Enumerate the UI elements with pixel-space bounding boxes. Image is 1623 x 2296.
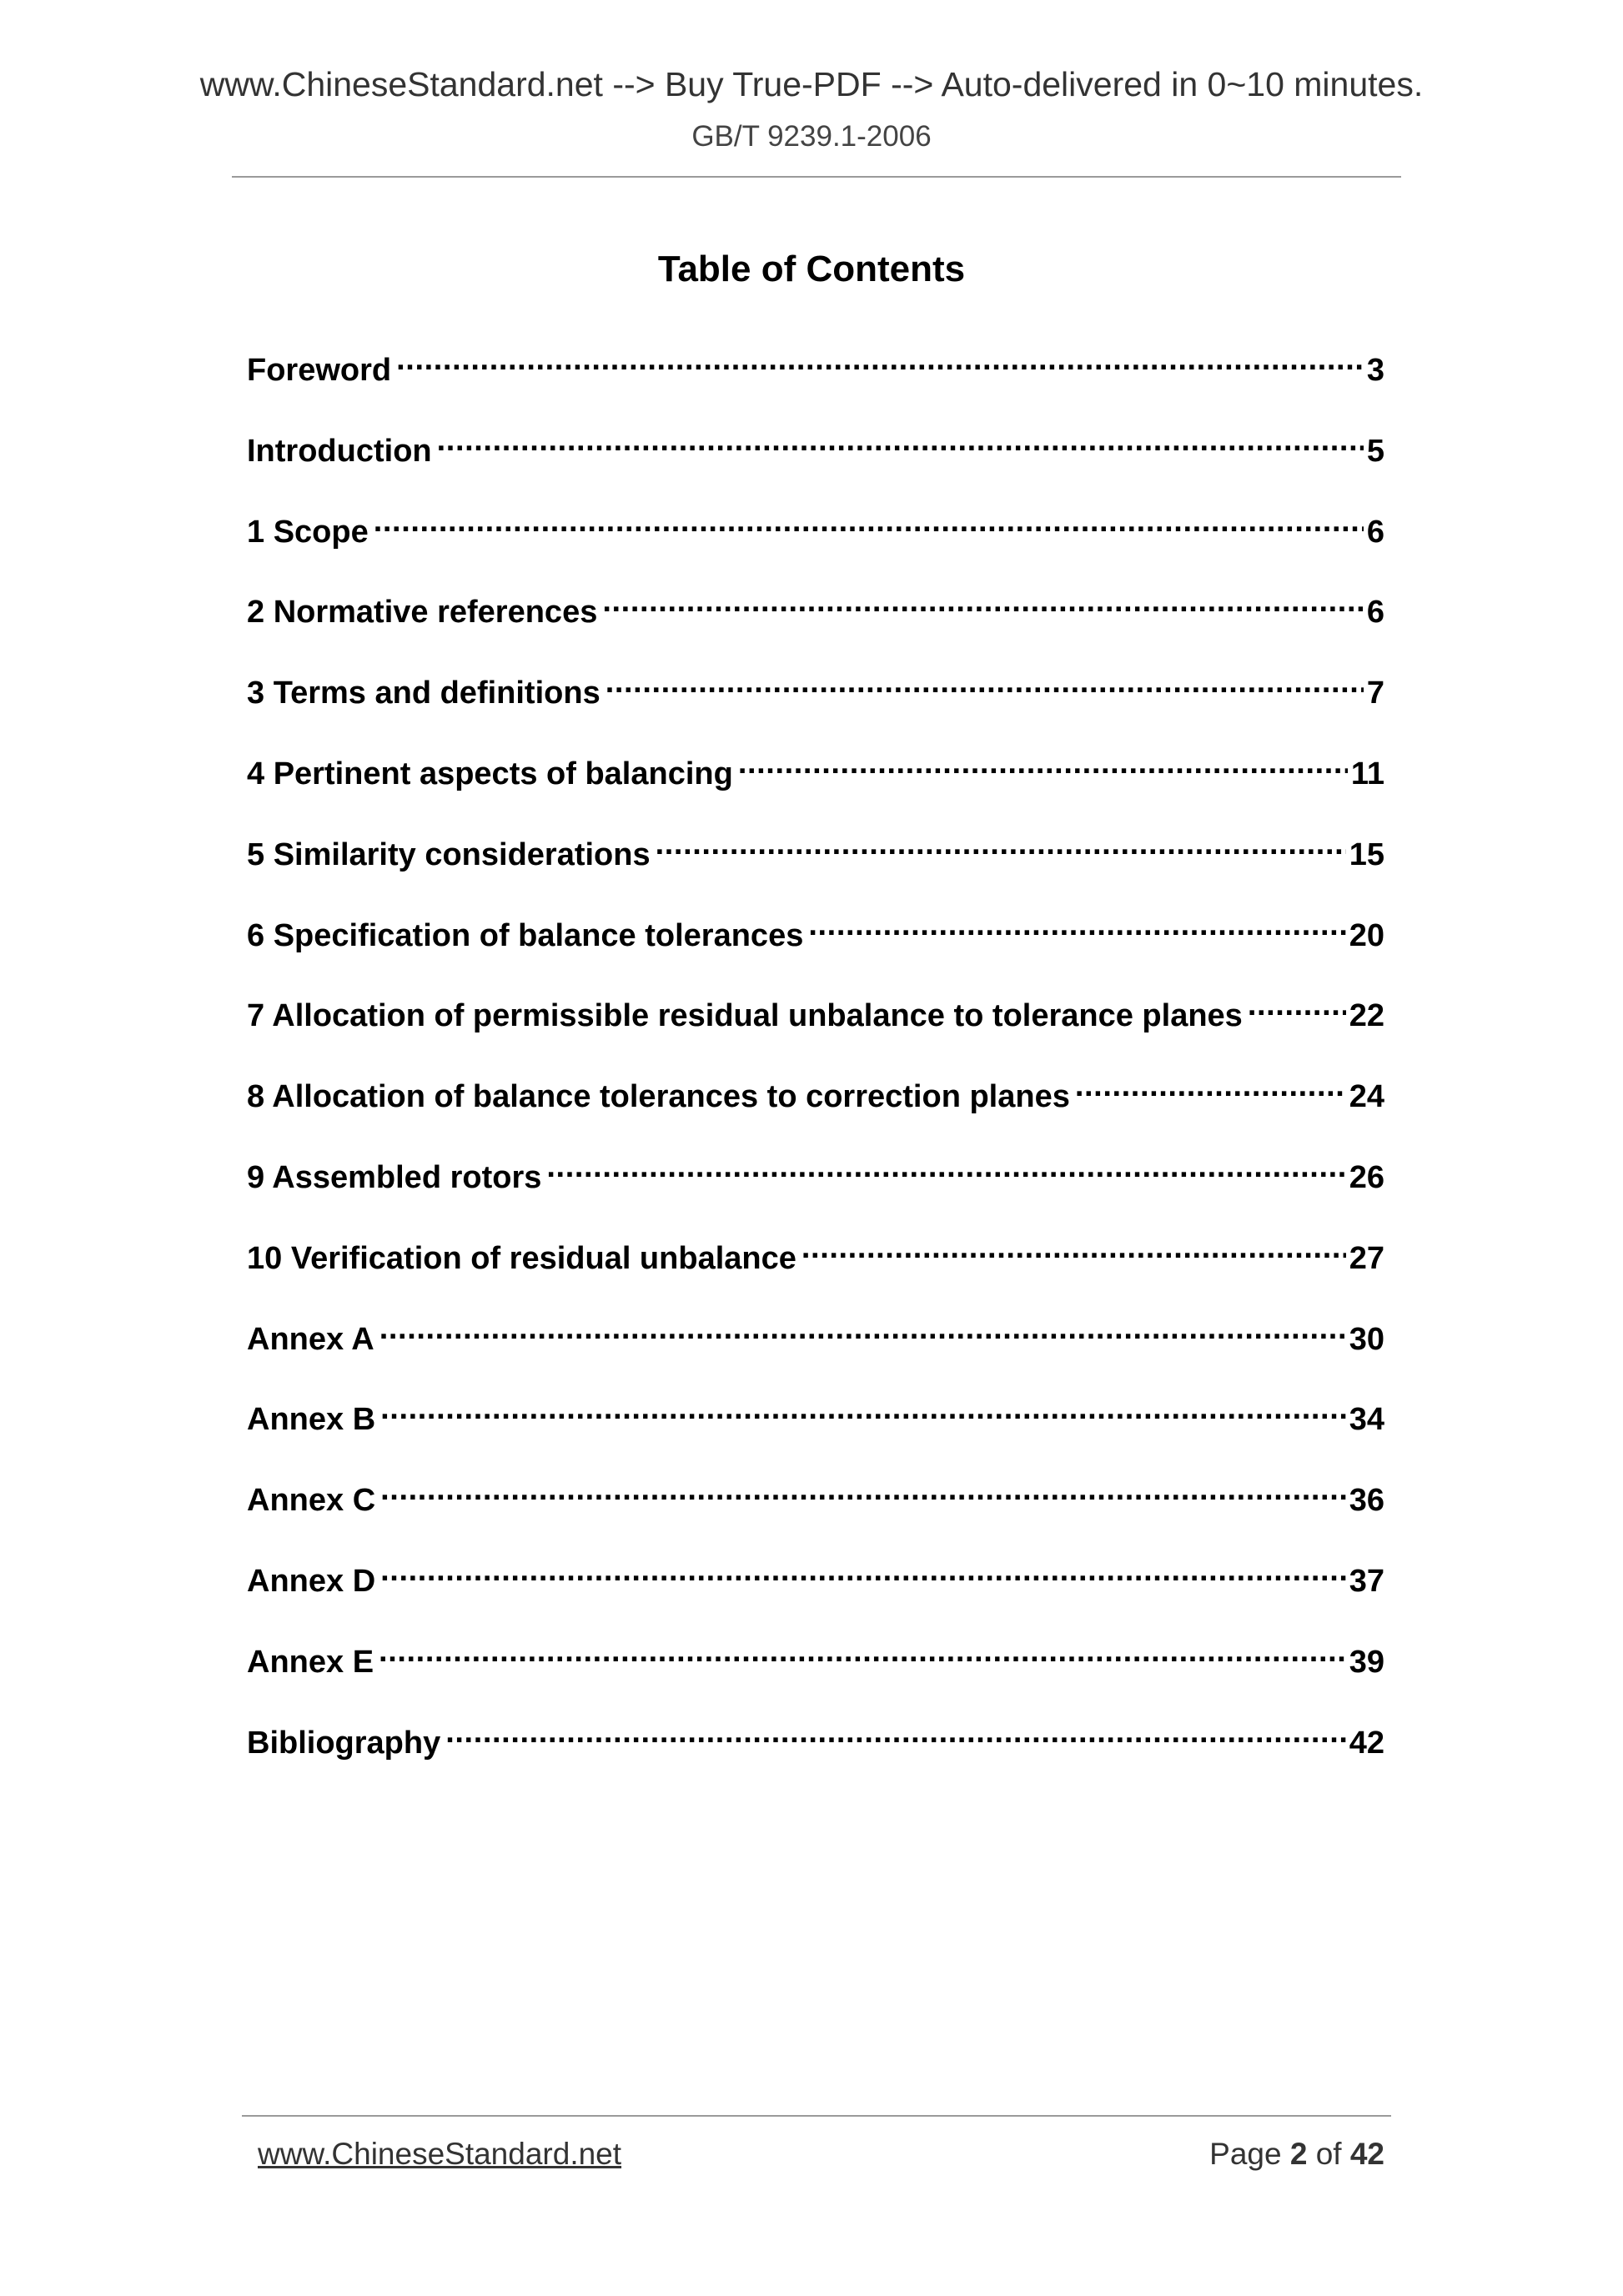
toc-dot-leader — [379, 1311, 1346, 1349]
toc-dot-leader — [1248, 987, 1346, 1026]
toc-entry-scope[interactable] — [247, 504, 1384, 585]
toc-entry-page: 15 — [1349, 837, 1384, 872]
toc-entry-page: 6 — [1366, 514, 1384, 550]
toc-dot-leader — [738, 746, 1348, 784]
toc-entry-page: 39 — [1349, 1644, 1384, 1680]
toc-dot-leader — [445, 1715, 1345, 1753]
toc-dot-leader — [656, 826, 1346, 865]
toc-entry-label: 8 Allocation of balance tolerances to correction planes — [247, 1079, 1070, 1115]
page-of: of — [1315, 2137, 1342, 2171]
toc-entry-page: 42 — [1349, 1725, 1384, 1761]
toc-dot-leader — [808, 907, 1345, 946]
toc-entry-annex-d[interactable] — [247, 1553, 1384, 1634]
toc-entry-assembled-rotors[interactable] — [247, 1149, 1384, 1230]
toc-entry-page: 36 — [1349, 1483, 1384, 1519]
toc-entry-label: 7 Allocation of permissible residual unbalance to tolerance planes — [247, 998, 1243, 1034]
toc-entry-allocation-to-correction-planes[interactable] — [247, 1068, 1384, 1149]
toc-entry-page: 3 — [1366, 353, 1384, 388]
toc-dot-leader — [602, 584, 1364, 622]
toc-entry-page: 7 — [1366, 676, 1384, 711]
toc-dot-leader — [379, 1634, 1346, 1672]
toc-entry-label: Foreword — [247, 353, 392, 388]
toc-entry-page: 37 — [1349, 1563, 1384, 1599]
toc-entry-page: 34 — [1349, 1402, 1384, 1438]
toc-entry-page: 26 — [1349, 1159, 1384, 1195]
header-divider — [232, 176, 1401, 178]
toc-entry-similarity-considerations[interactable] — [247, 826, 1384, 907]
toc-dot-leader — [374, 504, 1364, 542]
toc-entry-annex-e[interactable] — [247, 1634, 1384, 1715]
page-current: 2 — [1289, 2137, 1308, 2171]
toc-entry-page: 5 — [1366, 433, 1384, 469]
toc-entry-label: 10 Verification of residual unbalance — [247, 1240, 796, 1276]
toc-entry-allocation-to-tolerance-planes[interactable] — [247, 987, 1384, 1068]
toc-entry-label: Annex D — [247, 1563, 376, 1599]
page-indicator — [1209, 2137, 1384, 2172]
toc-entry-label: Annex A — [247, 1321, 374, 1357]
toc-entry-specification-of-balance-tolerances[interactable] — [247, 907, 1384, 988]
page-total: 42 — [1349, 2137, 1384, 2171]
toc-entry-annex-b[interactable] — [247, 1391, 1384, 1472]
toc-dot-leader — [605, 665, 1364, 703]
toc-dot-leader — [546, 1149, 1345, 1188]
toc-entry-verification-of-residual-unbalance[interactable] — [247, 1230, 1384, 1311]
toc-entry-page: 30 — [1349, 1321, 1384, 1357]
toc-dot-leader — [380, 1472, 1346, 1510]
toc-dot-leader — [437, 423, 1364, 461]
toc-entry-introduction[interactable] — [247, 423, 1384, 504]
toc-entry-terms-and-definitions[interactable] — [247, 665, 1384, 746]
toc-dot-leader — [380, 1391, 1346, 1429]
toc-entry-annex-c[interactable] — [247, 1472, 1384, 1553]
toc-entry-page: 24 — [1349, 1079, 1384, 1115]
toc-entry-label: Introduction — [247, 433, 432, 469]
toc-entry-bibliography[interactable] — [247, 1715, 1384, 1796]
toc-entry-label: Annex B — [247, 1402, 376, 1438]
toc-entry-label: Bibliography — [247, 1725, 441, 1761]
header-banner: www.ChineseStandard.net --> Buy True-PDF --> Auto-delivered in 0~10 minutes. — [199, 65, 1424, 103]
table-of-contents — [247, 342, 1384, 1795]
toc-entry-page: 22 — [1349, 998, 1384, 1034]
toc-dot-leader — [801, 1230, 1346, 1269]
toc-entry-label: 9 Assembled rotors — [247, 1159, 542, 1195]
standard-id: GB/T 9239.1-2006 — [691, 120, 932, 153]
toc-dot-leader — [380, 1553, 1346, 1591]
toc-entry-label: Annex E — [247, 1644, 374, 1680]
toc-dot-leader — [1075, 1068, 1346, 1107]
toc-entry-label: 1 Scope — [247, 514, 369, 550]
footer-site-link[interactable]: www.ChineseStandard.net — [258, 2137, 622, 2171]
toc-entry-label: 2 Normative references — [247, 595, 598, 631]
toc-entry-foreword[interactable] — [247, 342, 1384, 423]
toc-entry-normative-references[interactable] — [247, 584, 1384, 665]
page-prefix: Page — [1209, 2137, 1282, 2171]
toc-entry-label: Annex C — [247, 1483, 376, 1519]
toc-entry-pertinent-aspects[interactable] — [247, 746, 1384, 826]
toc-entry-page: 6 — [1366, 595, 1384, 631]
toc-entry-annex-a[interactable] — [247, 1311, 1384, 1392]
footer-divider — [242, 2115, 1391, 2117]
toc-entry-label: 5 Similarity considerations — [247, 837, 651, 872]
toc-dot-leader — [396, 342, 1364, 380]
toc-entry-label: 4 Pertinent aspects of balancing — [247, 756, 733, 791]
toc-entry-page: 11 — [1350, 756, 1384, 791]
toc-entry-page: 27 — [1349, 1240, 1384, 1276]
toc-title: Table of Contents — [657, 249, 966, 289]
toc-entry-label: 3 Terms and definitions — [247, 676, 600, 711]
toc-entry-page: 20 — [1349, 917, 1384, 953]
toc-entry-label: 6 Specification of balance tolerances — [247, 917, 804, 953]
